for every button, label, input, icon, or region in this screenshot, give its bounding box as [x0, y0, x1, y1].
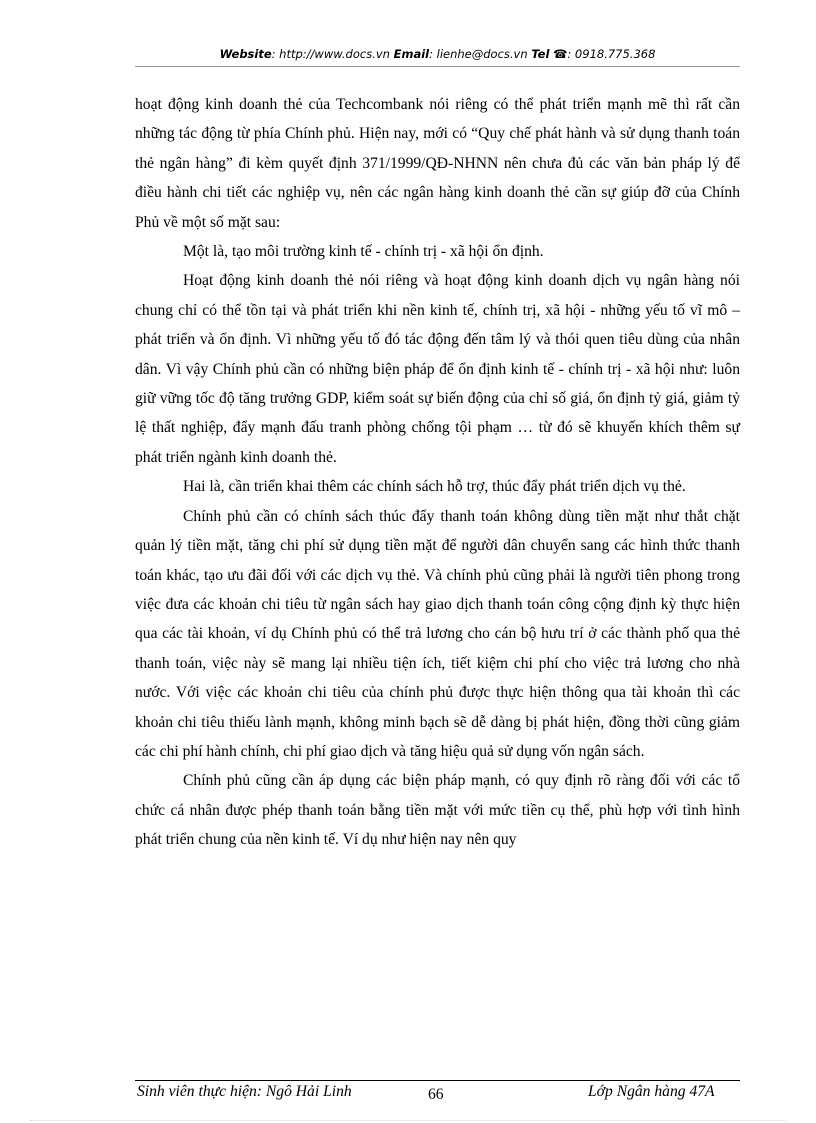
- paragraph-1: hoạt động kinh doanh thẻ của Techcombank nói riêng có thể phát triển mạnh mẽ thì rất cần những tác động từ phía Chính phủ. Hiện nay, mới có “Quy chế phát hành và sử dụng thanh toán thẻ ngân hàng” đi kèm quyết định 371/1999/QĐ-NHNN nên chưa đủ các văn bản pháp lý để điều hành chi tiết các nghiệp vụ, nên các ngân hàng kinh doanh thẻ cần sự giúp đỡ của Chính Phủ về một số mặt sau:: [135, 96, 740, 231]
- document-body: [135, 90, 740, 855]
- page-header: [135, 47, 740, 61]
- website-value: : http://www.docs.vn: [271, 47, 390, 61]
- phone-icon: ☎: [553, 47, 568, 61]
- paragraph-2: Một là, tạo môi trường kinh tế - chính trị - xã hội ổn định.: [183, 243, 544, 261]
- website-label: Website: [219, 47, 272, 61]
- footer-author: Sinh viên thực hiện: Ngô Hải Linh: [137, 1083, 352, 1100]
- tel-value: : 0918.775.368: [567, 47, 656, 61]
- page-bottom-border: [30, 1120, 786, 1121]
- paragraph-6: Chính phủ cũng cần áp dụng các biện pháp mạnh, có quy định rõ ràng đối với các tổ chức cá nhân được phép thanh toán bằng tiền mặt với mức tiền cụ thể, phù hợp với tình hình phát triển chung của nền kinh tế. Ví dụ như hiện nay nên quy: [135, 772, 740, 849]
- paragraph-3: Hoạt động kinh doanh thẻ nói riêng và hoạt động kinh doanh dịch vụ ngân hàng nói chung chỉ có thể tồn tại và phát triển khi nền kinh tế, chính trị, xã hội - những yếu tố vĩ mô – phát triển và ổn định. Vì những yếu tố đó tác động đến tâm lý và thói quen tiêu dùng của nhân dân. Vì vậy Chính phủ cần có những biện pháp để ổn định kinh tế - chính trị - xã hội như: luôn giữ vững tốc độ tăng trưởng GDP, kiểm soát sự biến động của chỉ số giá, ổn định tỷ giá, giảm tỷ lệ thất nghiệp, đẩy mạnh đấu tranh phòng chống tội phạm … từ đó sẽ khuyến khích thêm sự phát triển ngành kinh doanh thẻ.: [135, 272, 740, 466]
- footer-divider: [135, 1080, 740, 1081]
- email-label: Email: [393, 47, 430, 61]
- header-divider: [135, 66, 740, 67]
- footer-class: Lớp Ngân hàng 47A: [588, 1083, 715, 1100]
- page-number: 66: [428, 1086, 444, 1103]
- paragraph-5: Chính phủ cần có chính sách thúc đẩy thanh toán không dùng tiền mặt như thắt chặt quản lý tiền mặt, tăng chi phí sử dụng tiền mặt để người dân chuyển sang các hình thức thanh toán khác, tạo ưu đãi đối với các dịch vụ thẻ. Và chính phủ cũng phải là người tiên phong trong việc đưa các khoản chi tiêu từ ngân sách hay giao dịch thanh toán công cộng định kỳ thực hiện qua các tài khoản, ví dụ Chính phủ có thể trả lương cho cán bộ hưu trí ở các thành phố qua thẻ thanh toán, việc này sẽ mang lại nhiều tiện ích, tiết kiệm chi phí cho việc trả lương cho nhà nước. Với việc các khoản chi tiêu của chính phủ được thực hiện thông qua tài khoản thì các khoản chi tiêu thiếu lành mạnh, không minh bạch sẽ dễ dàng bị phát hiện, đồng thời cũng giảm các chi phí hành chính, chi phí giao dịch và tăng hiệu quả sử dụng vốn ngân sách.: [135, 507, 740, 760]
- paragraph-4: Hai là, cần triển khai thêm các chính sách hỗ trợ, thúc đẩy phát triển dịch vụ thẻ.: [183, 478, 686, 496]
- tel-label: Tel: [531, 47, 550, 61]
- email-value: : lienhe@docs.vn: [429, 47, 528, 61]
